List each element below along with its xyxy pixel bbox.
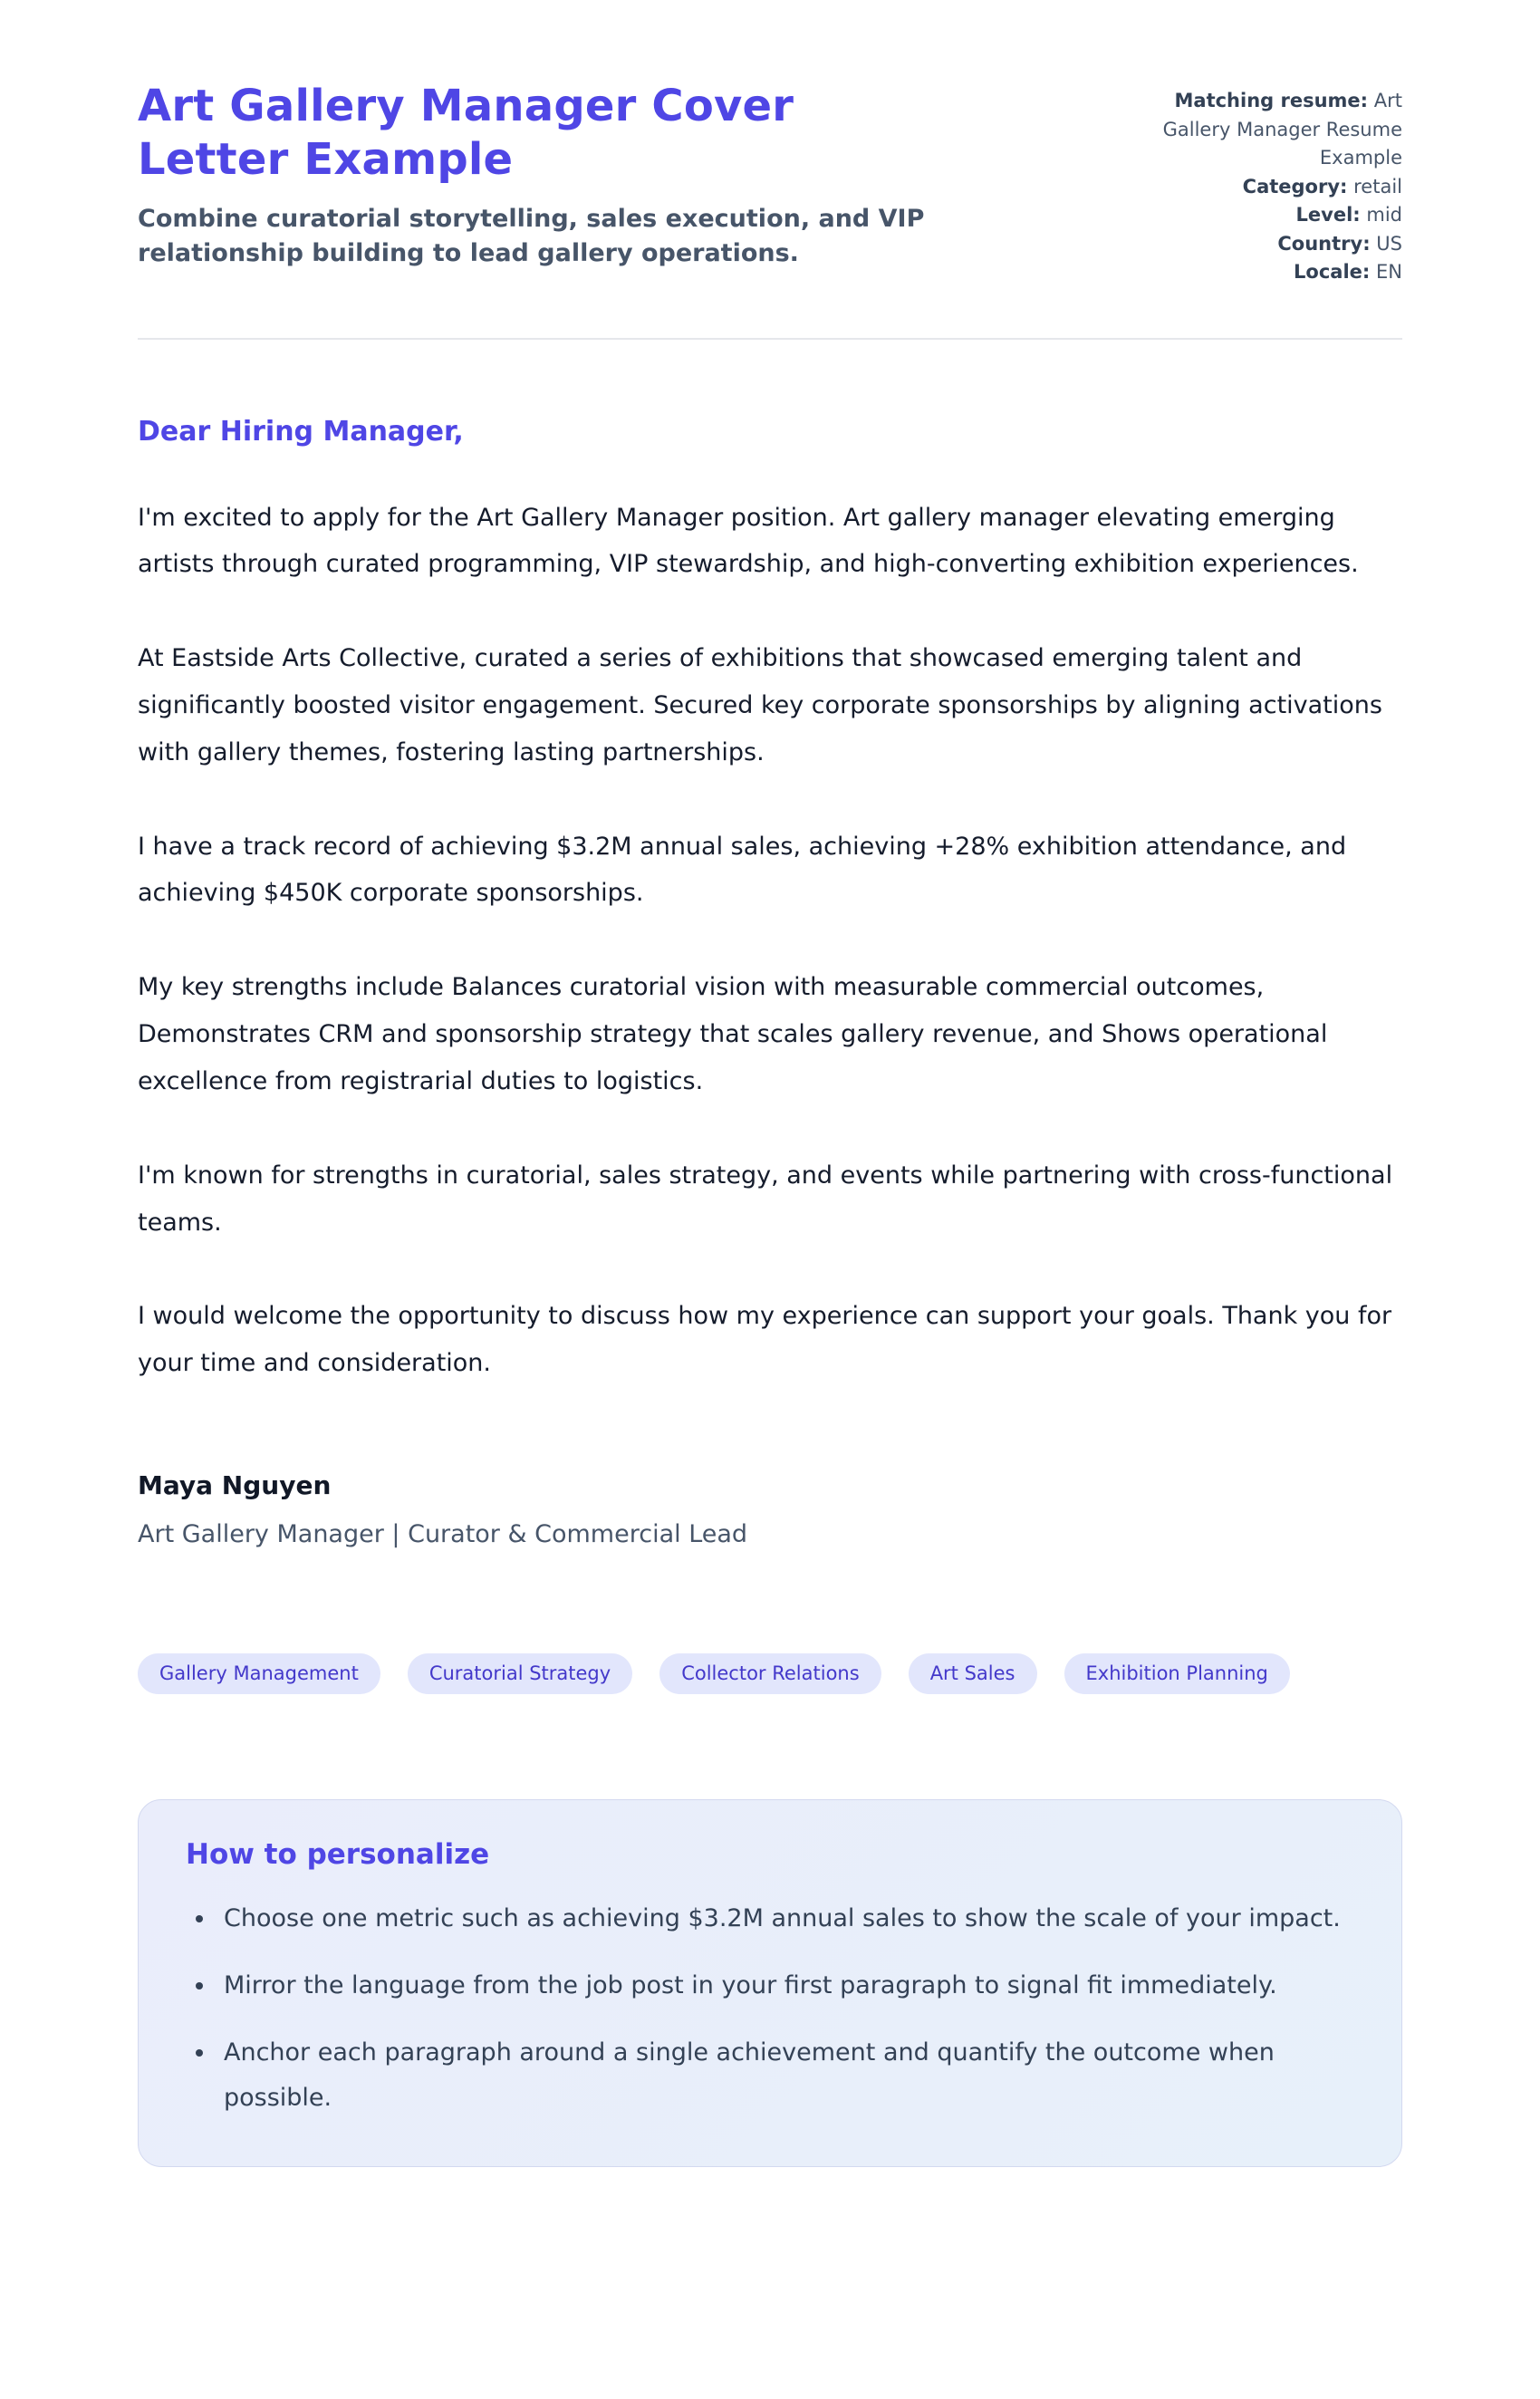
meta-row bbox=[1112, 87, 1402, 173]
personalize-item: • Mirror the language from the job post in your first paragraph to signal fit immediately. bbox=[217, 1963, 1354, 2009]
divider bbox=[138, 338, 1402, 340]
personalize-title: How to personalize bbox=[186, 1838, 490, 1872]
letter-paragraph: I would welcome the opportunity to discuss how my experience can support your goals. Thank you for your time and consideration. bbox=[138, 1302, 1392, 1378]
meta-value: retail bbox=[1353, 175, 1402, 198]
letter-paragraph: At Eastside Arts Collective, curated a series of exhibitions that showcased emerging talent and significantly boosted visitor engagement. Secured key corporate sponsorships by aligning activations with gallery themes, fostering lasting partnerships. bbox=[138, 644, 1382, 766]
meta-label: Category: bbox=[1242, 175, 1348, 198]
skill-tag[interactable]: Exhibition Planning bbox=[1064, 1653, 1290, 1694]
meta-value: US bbox=[1376, 232, 1402, 255]
personalize-list bbox=[186, 1896, 1354, 2121]
personalize-item: • Choose one metric such as achieving $3.2M annual sales to show the scale of your impact. bbox=[217, 1896, 1354, 1941]
skill-tag[interactable]: Art Sales bbox=[909, 1653, 1037, 1694]
letter-paragraph: I have a track record of achieving $3.2M annual sales, achieving +28% exhibition attendance, and achieving $450K corporate sponsorships. bbox=[138, 832, 1347, 908]
signature-role: Art Gallery Manager | Curator & Commercial Lead bbox=[138, 1520, 748, 1549]
meta-value: EN bbox=[1376, 261, 1402, 283]
letter-paragraph: I'm known for strengths in curatorial, sales strategy, and events while partnering with cross-functional teams. bbox=[138, 1161, 1393, 1237]
header-title-block bbox=[138, 80, 935, 287]
meta-row bbox=[1112, 173, 1402, 202]
personalize-box bbox=[138, 1799, 1402, 2167]
skill-tag[interactable]: Curatorial Strategy bbox=[408, 1653, 632, 1694]
letter-paragraphs bbox=[138, 495, 1402, 1388]
meta-row bbox=[1112, 258, 1402, 287]
personalize-item: • Anchor each paragraph around a single achievement and quantify the outcome when possible. bbox=[217, 2030, 1354, 2121]
skill-tag[interactable]: Collector Relations bbox=[659, 1653, 881, 1694]
signature-name: Maya Nguyen bbox=[138, 1470, 332, 1501]
cover-letter bbox=[138, 416, 1402, 1549]
page-title: Art Gallery Manager Cover Letter Example bbox=[138, 81, 794, 185]
meta-label: Level: bbox=[1295, 204, 1361, 226]
meta-label: Locale: bbox=[1294, 261, 1371, 283]
meta-value: Art Gallery Manager Resume Example bbox=[1162, 90, 1402, 169]
page-subtitle: Combine curatorial storytelling, sales execution, and VIP relationship building to lead gallery operations. bbox=[138, 205, 925, 268]
meta-row bbox=[1112, 201, 1402, 230]
meta-row bbox=[1112, 230, 1402, 259]
letter-paragraph: My key strengths include Balances curatorial vision with measurable commercial outcomes, Demonstrates CRM and sponsorship strategy that scales gallery revenue, and Shows operational excellence from registrarial duties to logistics. bbox=[138, 973, 1328, 1095]
greeting: Dear Hiring Manager, bbox=[138, 415, 464, 448]
meta-label: Matching resume: bbox=[1174, 90, 1369, 111]
skill-tags bbox=[138, 1653, 1402, 1694]
letter-paragraph: I'm excited to apply for the Art Gallery Manager position. Art gallery manager elevating emerging artists through curated programming, VIP stewardship, and high-converting exhibition experiences. bbox=[138, 503, 1359, 579]
skill-tag[interactable]: Gallery Management bbox=[138, 1653, 380, 1694]
meta-panel bbox=[1112, 80, 1402, 287]
page bbox=[138, 0, 1402, 2221]
meta-value: mid bbox=[1366, 204, 1402, 226]
header bbox=[138, 80, 1402, 287]
meta-label: Country: bbox=[1277, 232, 1371, 255]
